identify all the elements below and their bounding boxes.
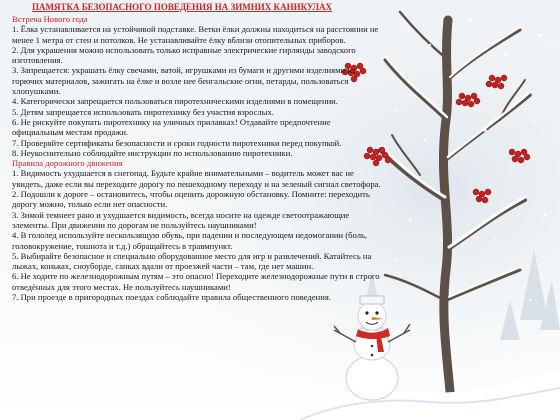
list-item: 3. Зимой темнеет рано и ухудшается видимость, всегда носите на одежде светоотражающие элементы. При движении по дорогам не пользуйтесь наушниками!	[12, 209, 350, 230]
section-heading: Встреча Нового года	[12, 14, 88, 24]
section-heading: Правила дорожного движения	[12, 158, 123, 169]
memo-title: ПАМЯТКА БЕЗОПАСНОГО ПОВЕДЕНИЯ НА ЗИМНИХ КАНИКУЛАХ	[31, 2, 333, 12]
list-item: 6. Не рискуйте покупать пиротехнику на уличных прилавках! Отдавайте предпочтение официальным местам продажи.	[12, 116, 331, 138]
list-item: 1. Видимость ухудшается в снегопад. Будьте крайне внимательными – водитель может вас не увидеть, даже если вы переходите дорогу по пешеходному переходу и на зеленый сигнал светофора.	[12, 168, 381, 189]
list-item: 5. Выбирайте безопасное и специально оборудованное место для игр и развлечений. Катайтесь на лыжах, коньках, сноуборде, санках вдали от проезжей части – там, где нет машин.	[12, 250, 372, 272]
list-item: 4. В гололед используйте нескользящую обувь, при падении и последующем недомогании (боль, головокружение, тошнота и т.д.) обращайтесь в травмпункт.	[12, 230, 368, 251]
list-item: 7. Проверяйте сертификаты безопасности и сроки годности пиротехники перед покупкой.	[12, 137, 342, 148]
section-traffic-rules	[12, 158, 382, 302]
list-item: 8. Неукоснительно соблюдайте инструкции по использованию пиротехники.	[12, 147, 293, 158]
list-item: 4. Категорически запрещается пользоваться пиротехническими изделиями в помещении.	[12, 96, 338, 107]
list-item: 6. Не ходите по железнодорожным путям – это опасно! Переходите железнодорожные пути в строго отведённых для этого местах. Не пользуйтесь наушниками!	[12, 271, 380, 292]
list-item: 5. Детям запрещается использовать пиротехнику без участия взрослых.	[12, 106, 274, 117]
list-item: 3. Запрещается: украшать ёлку свечами, ватой, игрушками из бумаги и другими изделиями из горючих материалов, зажигать на ёлке и возле нее бенгальские огни, петарды, пользоваться хлопушками.	[12, 65, 356, 97]
list-item: 2. Для украшения можно использовать только исправные электрические гирлянды заводского изготовления.	[12, 44, 356, 66]
safety-memo	[12, 2, 382, 302]
section-new-year	[12, 14, 382, 158]
list-item: 1. Ёлка устанавливается на устойчивой подставке. Ветки ёлки должны находиться на расстоянии не менее 1 метра от стен и потолков. Не устанавливайте ёлку вблизи отопительных приборов.	[12, 24, 379, 45]
list-item: 2. Подошли к дороге – остановитесь, чтобы оценить дорожную обстановку. Помните: переходить дорогу можно, только если нет опасности.	[12, 189, 370, 210]
list-item: 7. При проезде в пригородных поездах соблюдайте правила общественного поведения.	[12, 292, 331, 303]
